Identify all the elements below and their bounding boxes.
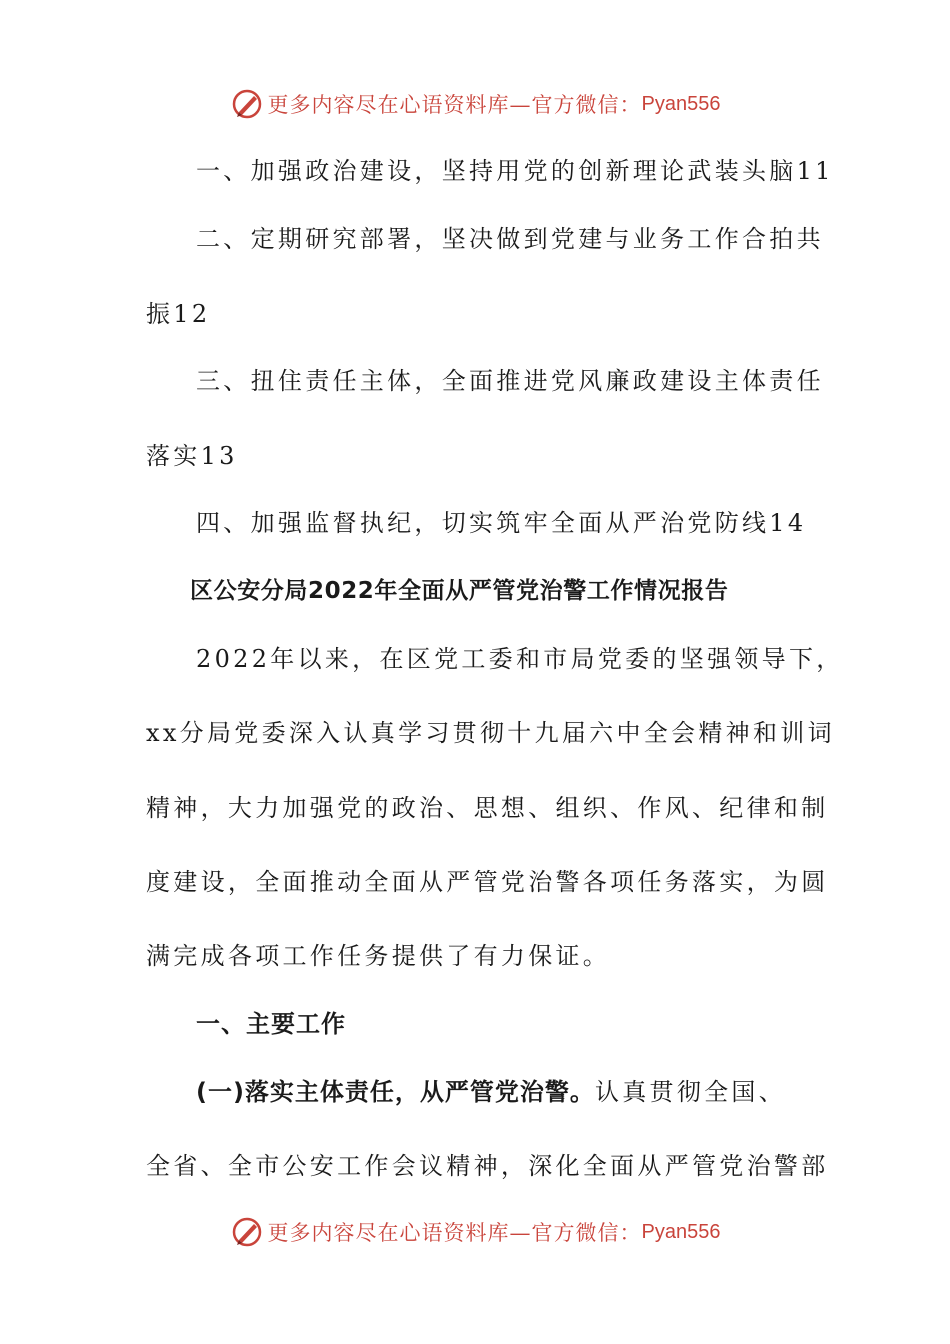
watermark-header — [0, 82, 950, 126]
intro-line-4: 度建设，全面推动全面从严管党治警各项任务落实，为圆 — [146, 868, 829, 896]
toc-item-4: 四、加强监督执纪，切实筑牢全面从严治党防线14 — [196, 509, 807, 537]
section-heading-main-work: 一、主要工作 — [196, 1010, 346, 1038]
toc-item-1: 一、加强政治建设，坚持用党的创新理论武装头脑11 — [196, 157, 834, 185]
subsection-1-line-2: 全省、全市公安工作会议精神，深化全面从严管党治警部 — [146, 1152, 829, 1180]
intro-line-2: xx分局党委深入认真学习贯彻十九届六中全会精神和训词 — [146, 719, 835, 747]
pen-logo-icon — [230, 87, 264, 121]
subsection-1-bold-lead: (一)落实主体责任，从严管党治警。 — [196, 1078, 595, 1106]
toc-item-3-continued: 落实13 — [146, 442, 238, 470]
report-title: 区公安分局2022年全面从严管党治警工作情况报告 — [190, 578, 729, 604]
watermark-footer — [0, 1210, 950, 1254]
toc-item-3: 三、扭住责任主体，全面推进党风廉政建设主体责任 — [196, 367, 824, 395]
subsection-1-rest: 认真贯彻全国、 — [594, 1078, 787, 1106]
watermark-site-text: 更多内容尽在心语资料库—官方微信： — [267, 93, 642, 117]
intro-line-5: 满完成各项工作任务提供了有力保证。 — [146, 942, 611, 970]
subsection-1-line-1 — [196, 1077, 786, 1107]
toc-item-2-continued: 振12 — [146, 300, 211, 328]
intro-line-3: 精神，大力加强党的政治、思想、组织、作风、纪律和制 — [146, 794, 829, 822]
watermark-wechat-id: Pyan556 — [641, 1220, 721, 1243]
toc-item-2: 二、定期研究部署，坚决做到党建与业务工作合拍共 — [196, 225, 824, 253]
watermark-site-text: 更多内容尽在心语资料库—官方微信： — [267, 1221, 642, 1245]
pen-logo-icon — [230, 1215, 264, 1249]
intro-line-1: 2022年以来，在区党工委和市局党委的坚强领导下， — [196, 645, 844, 673]
watermark-wechat-id: Pyan556 — [641, 92, 721, 115]
